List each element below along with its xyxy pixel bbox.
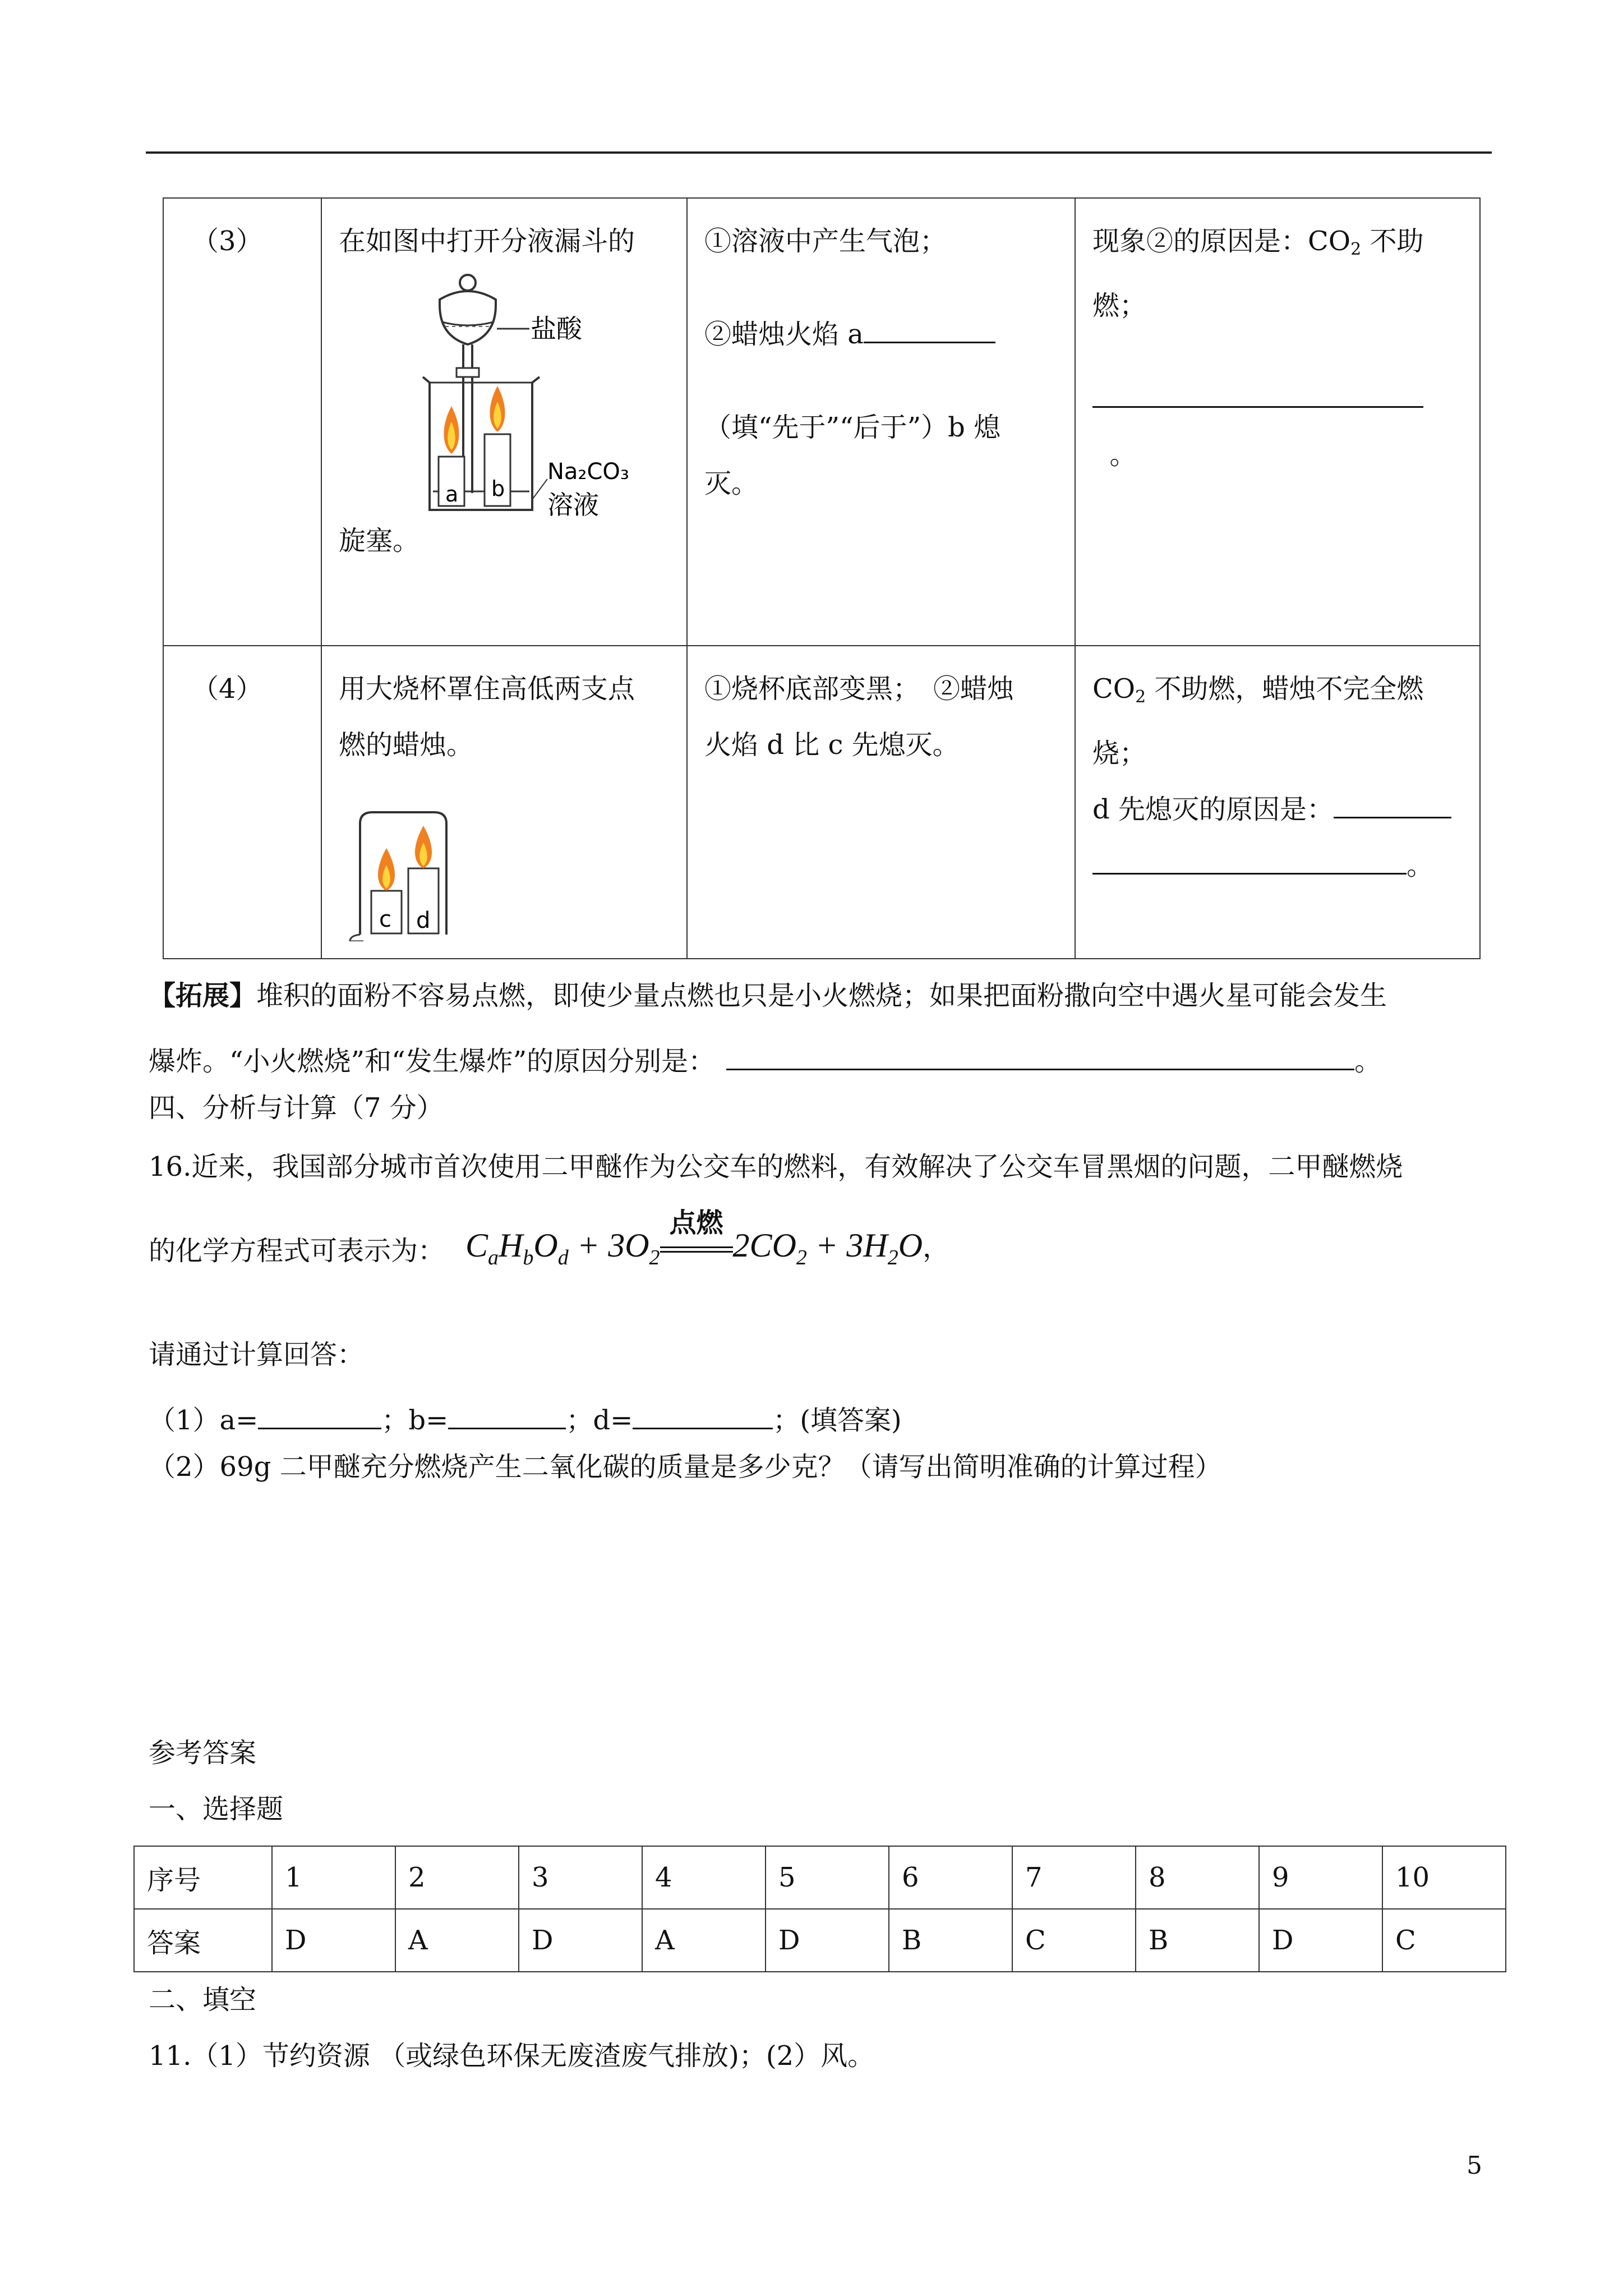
equation-comma: ， <box>923 1232 950 1263</box>
answer-cell: A <box>395 1909 519 1972</box>
extension-text-1: 堆积的面粉不容易点燃，即使少量点燃也只是小火燃烧；如果把面粉撒向空中遇火星可能会发生 <box>256 980 1387 1011</box>
answer-cell: B <box>1136 1909 1259 1972</box>
condition-label: 点燃 <box>669 1207 723 1239</box>
question-16-part-1 <box>149 1394 902 1437</box>
header-label: 序号 <box>134 1846 272 1909</box>
reason-suffix: 不助燃，蜡烛不完全燃烧； <box>1092 673 1424 769</box>
section-2-title: 二、填空 <box>149 1984 257 2016</box>
number-cell: 6 <box>889 1846 1012 1909</box>
candle-c-label: c <box>379 907 391 932</box>
chemical-equation: $C_aH_bO_d + 3O_2$ 点燃 $2CO_2 + 3H_2O$， <box>465 1223 949 1280</box>
answer-label: 答案 <box>134 1909 272 1972</box>
part1-end: ；(填答案) <box>773 1405 902 1436</box>
number-cell: 8 <box>1136 1846 1259 1909</box>
answer-blank[interactable] <box>1092 372 1423 408</box>
phenomenon-2: 火焰 d 比 c 先熄灭。 <box>704 729 960 761</box>
answer-cell: D <box>519 1909 642 1972</box>
number-cell: 4 <box>642 1846 766 1909</box>
experiment-row-3 <box>163 198 1480 646</box>
solution-formula-label: Na₂CO₃ <box>547 459 629 485</box>
experiment-table <box>163 197 1481 959</box>
operation-text-1: 用大烧杯罩住高低两支点 <box>339 673 635 705</box>
phenomenon-2-line <box>704 306 1058 362</box>
candle-d-label: d <box>416 908 431 933</box>
phenomenon-3: （填“先于”“后于”）b 熄 <box>704 412 1001 443</box>
number-cell: 9 <box>1259 1846 1382 1909</box>
answer-cell: D <box>272 1909 395 1972</box>
reason-subscript: 2 <box>1135 687 1146 707</box>
answer-table-header-row <box>134 1846 1506 1909</box>
extension-line-1 <box>149 979 1387 1013</box>
answer-blank[interactable] <box>726 1035 1354 1070</box>
answer-blank[interactable] <box>1092 839 1407 875</box>
reason-end: 。 <box>1407 850 1434 881</box>
number-cell: 10 <box>1382 1846 1506 1909</box>
answer-cell: D <box>766 1909 889 1972</box>
phenomenon-cell <box>687 646 1075 959</box>
answers-title: 参考答案 <box>149 1737 257 1769</box>
header-rule <box>146 151 1492 154</box>
reason-blank-line <box>1092 371 1463 483</box>
number-cell: 2 <box>395 1846 519 1909</box>
answer-table-answer-row <box>134 1909 1506 1972</box>
answer-table <box>133 1846 1506 1972</box>
question-16-prompt: 请通过计算回答： <box>149 1339 365 1370</box>
question-16-line-1: 16.近来，我国部分城市首次使用二甲醚作为公交车的燃料，有效解决了公交车冒黑烟的问题，二甲醚燃烧 <box>149 1151 1403 1182</box>
reaction-condition <box>660 1207 733 1268</box>
operation-cell <box>321 198 687 646</box>
question-11-answer: 11.（1）节约资源 （或绿色环保无废渣废气排放)；(2）风。 <box>149 2040 875 2072</box>
operation-text: 在如图中打开分液漏斗的 <box>339 226 635 257</box>
section-1-title: 一、选择题 <box>149 1793 284 1825</box>
reason-text-2: d 先熄灭的原因是： <box>1092 794 1334 825</box>
answer-b-blank[interactable] <box>448 1394 566 1429</box>
part1-a-label: （1）a= <box>149 1405 259 1436</box>
reason-cell <box>1075 198 1480 646</box>
answer-a-blank[interactable] <box>258 1394 381 1429</box>
row-index: （4） <box>163 646 321 959</box>
operation-cell <box>321 646 687 959</box>
question-16-part-2: （2）69g 二甲醚充分燃烧产生二氧化碳的质量是多少克？（请写出简明准确的计算过程） <box>149 1451 1222 1483</box>
part1-d-label: ；d= <box>566 1405 633 1436</box>
phenomenon-1: ①烧杯底部变黑； ②蜡烛 <box>704 673 1015 705</box>
reason-prefix: 现象②的原因是：CO <box>1092 226 1351 257</box>
reason-blank-line <box>1092 838 1463 894</box>
number-cell: 1 <box>272 1846 395 1909</box>
answer-blank[interactable] <box>864 308 995 343</box>
answer-cell: A <box>642 1909 766 1972</box>
phenomenon-cell <box>687 198 1075 646</box>
question-16-line-2: 的化学方程式可表示为： <box>149 1235 445 1267</box>
reason-end: 。 <box>1109 439 1137 471</box>
row-index: （3） <box>163 198 321 646</box>
beaker-candles-figure <box>339 801 462 941</box>
reason-suffix: 不助燃； <box>1092 226 1424 321</box>
phenomenon-2: ②蜡烛火焰 a <box>704 319 864 350</box>
part1-b-label: ；b= <box>381 1405 449 1436</box>
number-cell: 7 <box>1012 1846 1136 1909</box>
reason-subscript: 2 <box>1350 240 1362 259</box>
answer-blank[interactable] <box>1334 783 1451 818</box>
extension-line-2 <box>149 1035 1381 1078</box>
acid-label: 盐酸 <box>531 314 582 344</box>
operation-text-2: 燃的蜡烛。 <box>339 729 474 761</box>
operation-text-end: 旋塞。 <box>339 525 420 556</box>
number-cell: 5 <box>766 1846 889 1909</box>
funnel-beaker-figure <box>400 266 647 535</box>
answer-cell: C <box>1012 1909 1136 1972</box>
page-number: 5 <box>1467 2151 1482 2180</box>
experiment-row-4 <box>163 646 1480 959</box>
reason-line-2 <box>1092 781 1463 838</box>
number-cell: 3 <box>519 1846 642 1909</box>
extension-tag: 【拓展】 <box>149 980 257 1011</box>
reason-line <box>1092 213 1463 334</box>
candle-b-label: b <box>491 476 505 501</box>
phenomenon-1: ①溶液中产生气泡； <box>704 226 947 257</box>
extension-text-2: 爆炸。“小火燃烧”和“发生爆炸”的原因分别是： <box>149 1046 716 1077</box>
answer-cell: D <box>1259 1909 1382 1972</box>
section-4-title: 四、分析与计算（7 分） <box>149 1092 444 1124</box>
candle-a-label: a <box>445 482 459 507</box>
solution-word-label: 溶液 <box>547 490 599 520</box>
answer-d-blank[interactable] <box>633 1394 773 1429</box>
reason-cell <box>1075 646 1480 959</box>
extension-end: 。 <box>1354 1046 1382 1077</box>
answer-cell: C <box>1382 1909 1506 1972</box>
answer-cell: B <box>889 1909 1012 1972</box>
reason-prefix: CO <box>1092 673 1136 705</box>
phenomenon-4: 灭。 <box>704 468 759 499</box>
reason-line <box>1092 661 1463 781</box>
